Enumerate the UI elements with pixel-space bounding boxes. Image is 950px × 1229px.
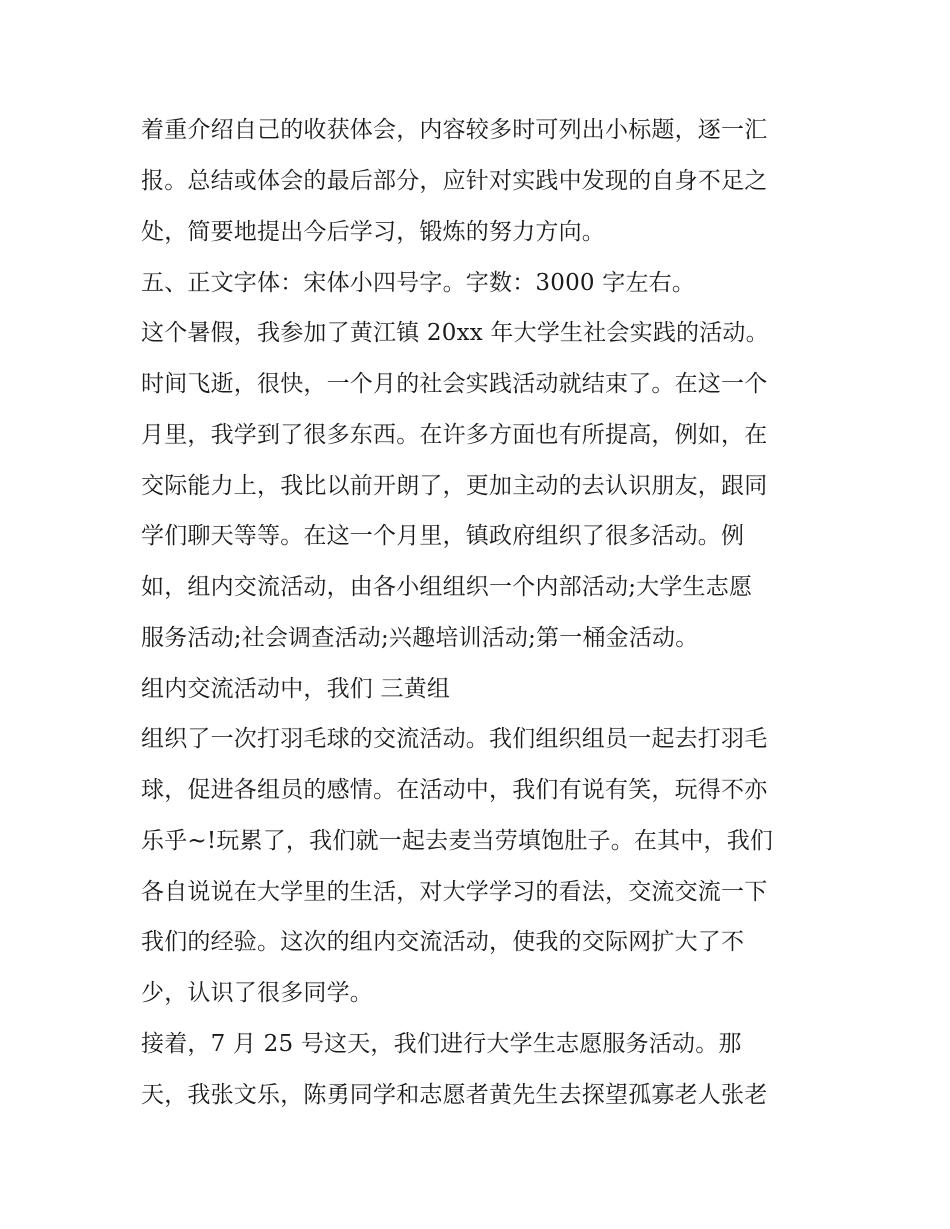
text-line: 组内交流活动中，我们 三黄组: [141, 676, 451, 702]
text-line: 交际能力上，我比以前开朗了，更加主动的去认识朋友，跟同: [141, 473, 768, 499]
text-line: 报。总结或体会的最后部分，应针对实践中发现的自身不足之: [141, 168, 768, 194]
text-line: 组织了一次打羽毛球的交流活动。我们组织组员一起去打羽毛: [141, 726, 768, 752]
text-line: 着重介绍自己的收获体会，内容较多时可列出小标题，逐一汇: [141, 117, 768, 143]
text-line: 乐乎~!玩累了，我们就一起去麦当劳填饱肚子。在其中，我们: [141, 828, 774, 854]
text-line: 服务活动;社会调查活动;兴趣培训活动;第一桶金活动。: [141, 625, 699, 651]
text-line: 少，认识了很多同学。: [141, 980, 373, 1006]
text-line: 五、正文字体：宋体小四号字。字数：3000 字左右。: [141, 270, 696, 296]
text-line: 如，组内交流活动，由各小组组织一个内部活动;大学生志愿: [141, 574, 753, 600]
text-line: 这个暑假，我参加了黄江镇 20xx 年大学生社会实践的活动。: [141, 320, 769, 346]
text-line: 处，简要地提出今后学习，锻炼的努力方向。: [141, 219, 605, 245]
text-line: 我们的经验。这次的组内交流活动，使我的交际网扩大了不: [141, 929, 745, 955]
text-line: 学们聊天等等。在这一个月里，镇政府组织了很多活动。例: [141, 523, 745, 549]
text-line: 月里，我学到了很多东西。在许多方面也有所提高，例如，在: [141, 422, 768, 448]
text-line: 时间飞逝，很快，一个月的社会实践活动就结束了。在这一个: [141, 371, 768, 397]
text-line: 球，促进各组员的感情。在活动中，我们有说有笑，玩得不亦: [141, 777, 768, 803]
text-line: 接着，7 月 25 号这天，我们进行大学生志愿服务活动。那: [141, 1031, 742, 1057]
text-line: 天，我张文乐，陈勇同学和志愿者黄先生去探望孤寡老人张老: [141, 1082, 768, 1108]
text-line: 各自说说在大学里的生活，对大学学习的看法，交流交流一下: [141, 879, 768, 905]
